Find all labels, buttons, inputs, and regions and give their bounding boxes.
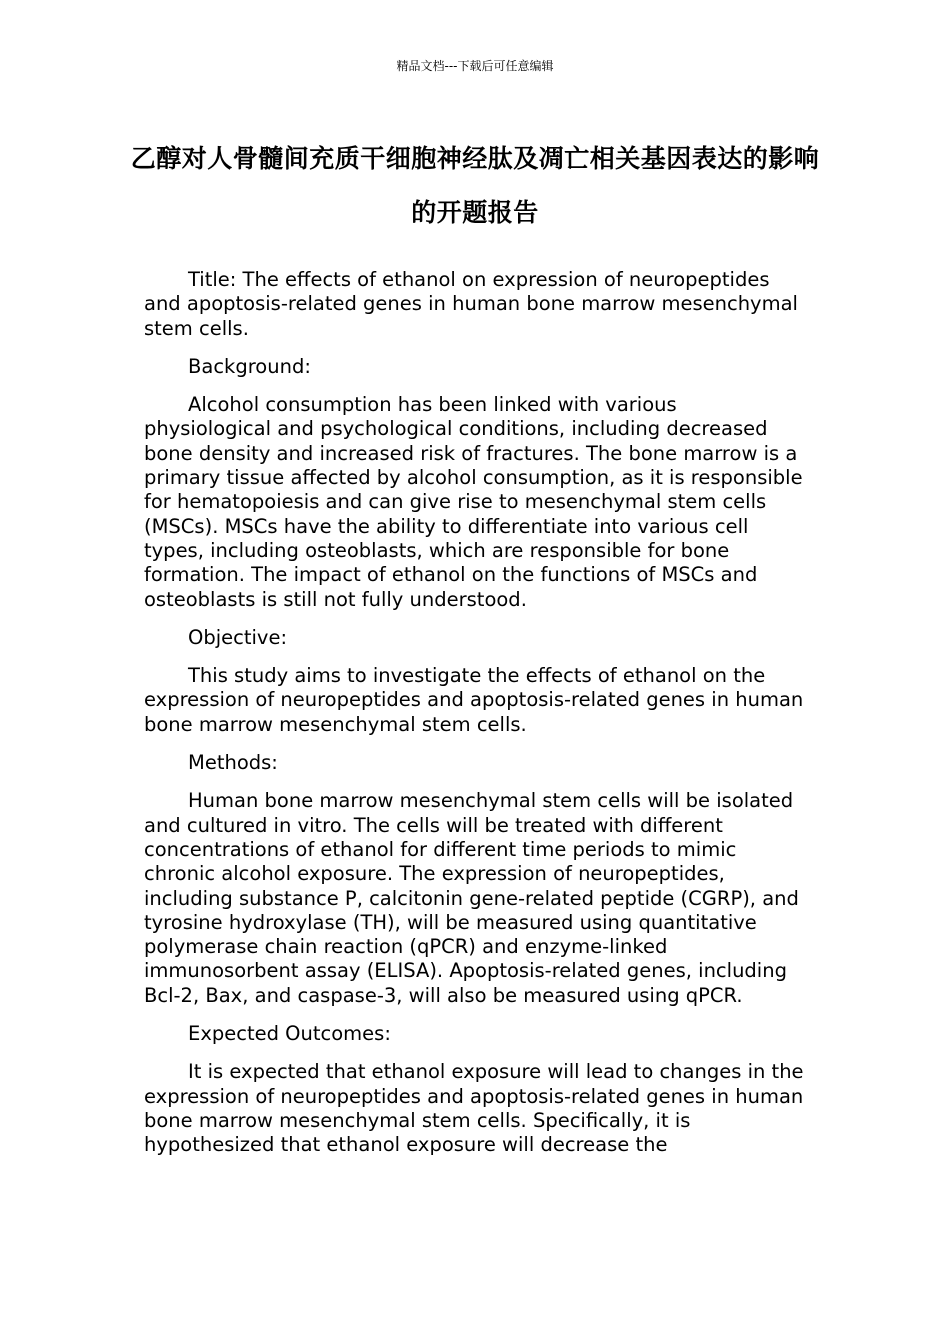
section-heading-methods: Methods: [188, 751, 278, 775]
section-heading-objective: Objective: [188, 625, 288, 649]
section-heading-expected-outcomes: Expected Outcomes: [188, 1022, 391, 1046]
section-heading-background: Background: [188, 354, 311, 378]
paragraph-background: Alcohol consumption has been linked with various physiological and psychological conditions, including decreased bone density and increased risk of fractures. The bone marrow is a primary tissue affected by alcohol consumption, as it is responsible for hematopoiesis and can give rise to mesenchymal stem cells (MSCs). MSCs have the ability to differentiate into various cell types, including osteoblasts, which are responsible for bone formation. The impact of ethanol on the functions of MSCs and osteoblasts is still not fully understood. [144, 393, 803, 611]
document-title: 乙醇对人骨髓间充质干细胞神经肽及凋亡相关基因表达的影响的开题报告 [130, 144, 820, 227]
paragraph-expected-outcomes: It is expected that ethanol exposure will lead to changes in the expression of neuropeptides and apoptosis-related genes in human bone marrow mesenchymal stem cells. Specifically, it is hypothesized that ethanol exposure will decrease the [144, 1060, 804, 1157]
document-body [144, 268, 808, 1172]
header-note: 精品文档---下载后可任意编辑 [396, 59, 554, 73]
paragraph-methods: Human bone marrow mesenchymal stem cells will be isolated and cultured in vitro. The cells will be treated with different concentrations of ethanol for different time periods to mimic chronic alcohol exposure. The expression of neuropeptides, including substance P, calcitonin gene-related peptide (CGRP), and tyrosine hydroxylase (TH), will be measured using quantitative polymerase chain reaction (qPCR) and enzyme-linked immunosorbent assay (ELISA). Apoptosis-related genes, including Bcl-2, Bax, and caspase-3, will also be measured using qPCR. [144, 789, 799, 1007]
paragraph-objective: This study aims to investigate the effects of ethanol on the expression of neuropeptides and apoptosis-related genes in human bone marrow mesenchymal stem cells. [144, 664, 804, 736]
paragraph-title-line: Title: The effects of ethanol on expression of neuropeptides and apoptosis-related genes in human bone marrow mesenchymal stem cells. [144, 268, 798, 340]
